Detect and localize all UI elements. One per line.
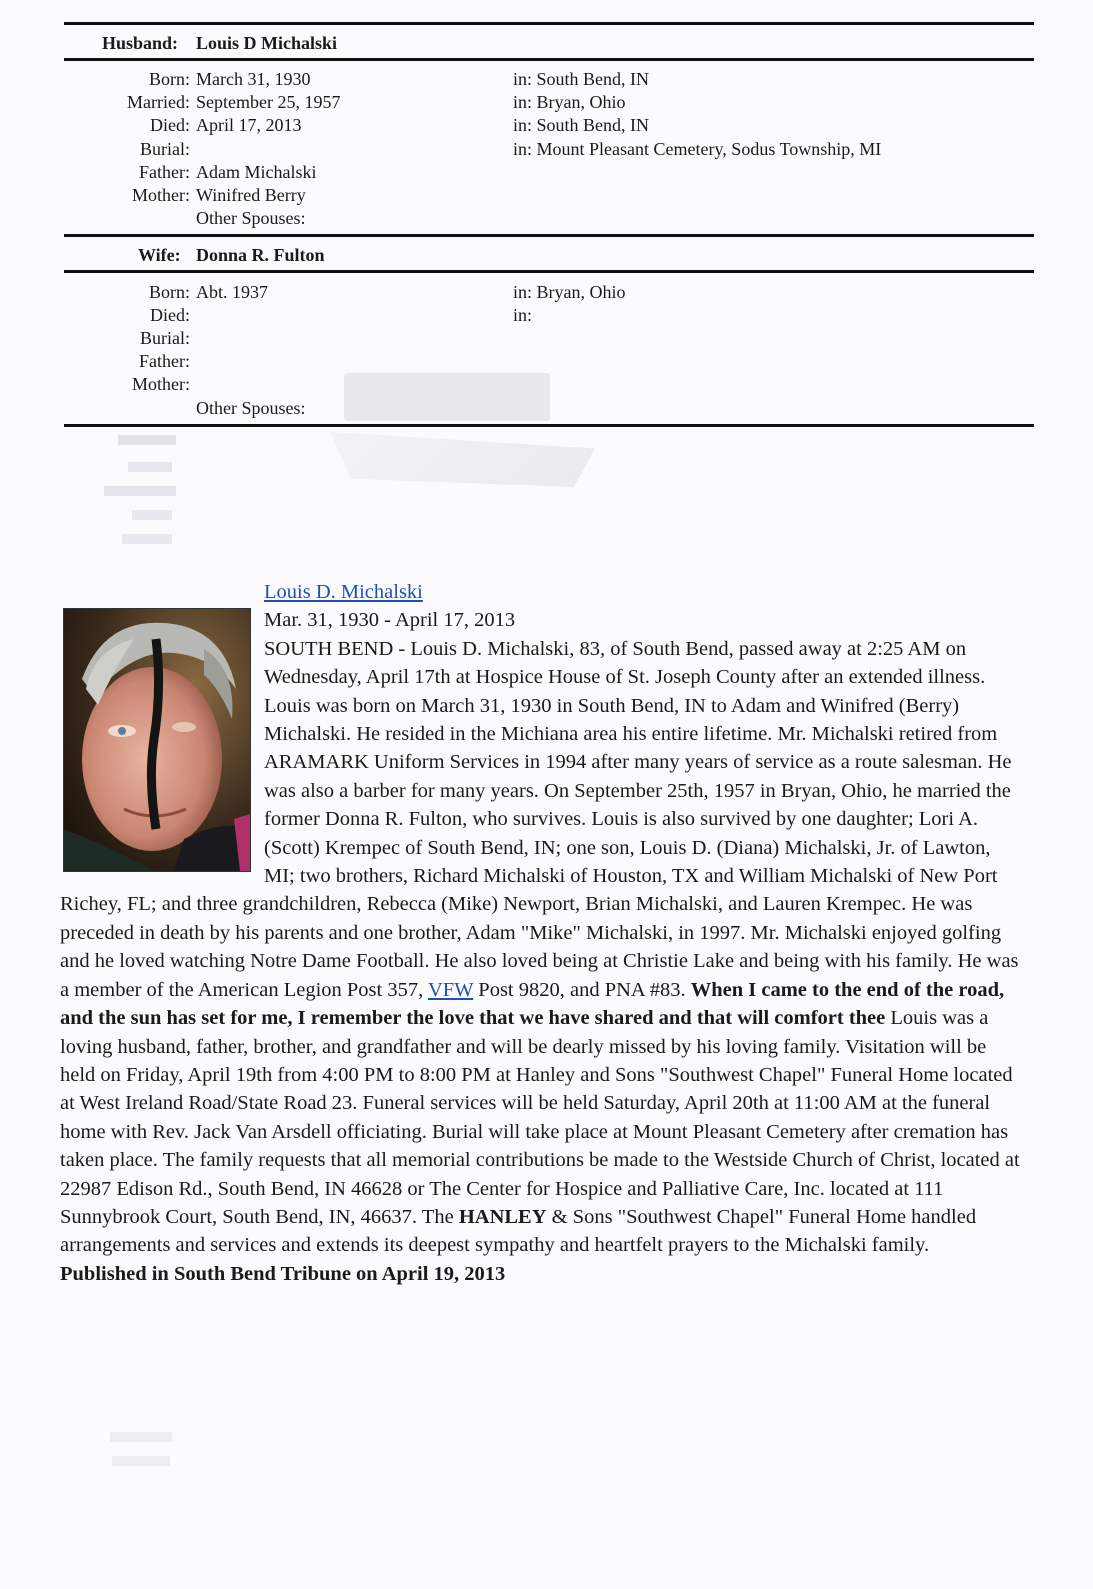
scan-shadow [330, 432, 595, 487]
obituary-text-1: SOUTH BEND - Louis D. Michalski, 83, of South Bend, passed away at 2:25 AM on Wednesday, April 17th at Hospice House of St. Joseph County after an extended illness. Louis was born on March 31, 1930 in South Bend, IN to Adam and Winifred (Berry) Michalski. He resided in the Michiana area his entire lifetime. Mr. Michalski retired from ARAMARK Uniform Services in 1994 after many years of service as a route salesman. He was also a barber for many years. On September 25th, 1957 in Bryan, Ohio, he married the former Donna R. Fulton, who survives. Louis is also survived by one daughter; Lori A. (Scott) Krempec of South Bend, IN; one son, Louis D. (Diana) Michalski, Jr. of Lawton, MI; two brothers, Richard Michalski of Houston, TX and William Michalski of New Port Richey, FL; and three grandchildren, Rebecca (Mike) Newport, Brian Michalski, and Lauren Krempec. He was preceded in death by his parents and one brother, Adam "Mike" Michalski, in 1997. Mr. Michalski enjoyed golfing and he loved watching Notre Dame Football. He also loved being at Christie Lake and being with his family. He was a member of the American Legion Post 357, [60, 637, 1019, 1001]
husband-died-label: Died: [150, 115, 190, 135]
wife-top-rule [64, 234, 1034, 237]
husband-born-place: in: South Bend, IN [513, 69, 650, 89]
wife-died-label: Died: [150, 305, 190, 325]
photo-spacer [60, 578, 264, 870]
obituary-text-2: Post 9820, and PNA #83. [478, 978, 686, 1001]
wife-burial-label: Burial: [140, 328, 190, 348]
husband-married-place: in: Bryan, Ohio [513, 92, 626, 112]
obituary-body [60, 578, 1020, 1288]
publication-line: Published in South Bend Tribune on April 19, 2013 [60, 1262, 506, 1285]
husband-died-place: in: South Bend, IN [513, 115, 650, 135]
wife-died-place: in: [513, 305, 533, 325]
wife-born-label: Born: [148, 282, 190, 302]
husband-burial-place: in: Mount Pleasant Cemetery, Sodus Township, MI [513, 139, 882, 159]
husband-born-label: Born: [148, 69, 190, 89]
vfw-link[interactable]: VFW [427, 978, 474, 1001]
redaction-patch [344, 373, 550, 421]
wife-rule [64, 270, 1034, 273]
wife-mother-label: Mother: [132, 374, 190, 394]
husband-married-label: Married: [127, 92, 190, 112]
husband-section-label: Husband: [102, 33, 179, 53]
husband-mother-name: Winifred Berry [196, 185, 306, 205]
wife-born-date: Abt. 1937 [196, 282, 268, 302]
husband-rule [64, 58, 1034, 61]
obituary-text-3: Louis was a loving husband, father, brother, and grandfather and will be dearly missed by his loving family. Visitation will be held on Friday, April 19th from 4:00 PM to 8:00 PM at Hanley and Sons "Southwest Chapel" Funeral Home located at West Ireland Road/State Road 23. Funeral services will be held Saturday, April 20th at 11:00 AM at the funeral home with Rev. Jack Van Arsdell officiating. Burial will take place at Mount Pleasant Cemetery after cremation has taken place. The family requests that all memorial contributions be made to the Westside Church of Christ, located at 22987 Edison Rd., South Bend, IN 46628 or The Center for Hospice and Palliative Care, Inc. located at 111 Sunnybrook Court, South Bend, IN, 46637. The [60, 1007, 1020, 1228]
wife-name: Donna R. Fulton [196, 245, 325, 265]
husband-married-date: September 25, 1957 [196, 92, 341, 112]
obituary-dates: Mar. 31, 1930 - April 17, 2013 [264, 609, 516, 632]
husband-mother-label: Mother: [132, 185, 190, 205]
husband-burial-label: Burial: [140, 139, 190, 159]
wife-section-label: Wife: [138, 245, 181, 265]
obituary-poem: When I came to the end of the road, and the sun has set for me, I remember the love that we have shared and that will comfort thee [60, 978, 1005, 1030]
hanley-name: HANLEY [458, 1205, 547, 1228]
top-rule [64, 22, 1034, 25]
husband-name: Louis D Michalski [196, 33, 338, 53]
wife-father-label: Father: [139, 351, 190, 371]
obituary-name-link[interactable]: Louis D. Michalski [264, 581, 423, 603]
husband-died-date: April 17, 2013 [196, 115, 302, 135]
obituary-text-4: & Sons "Southwest Chapel" Funeral Home handled arrangements and services and extends its deepest sympathy and heartfelt prayers to the Michalski family. [60, 1205, 977, 1257]
bottom-rule [64, 424, 1034, 427]
husband-born-date: March 31, 1930 [196, 69, 311, 89]
husband-father-name: Adam Michalski [196, 162, 317, 182]
husband-other-spouses-label: Other Spouses: [196, 208, 306, 228]
wife-born-place: in: Bryan, Ohio [513, 282, 626, 302]
husband-father-label: Father: [139, 162, 190, 182]
wife-other-spouses-label: Other Spouses: [196, 398, 306, 418]
